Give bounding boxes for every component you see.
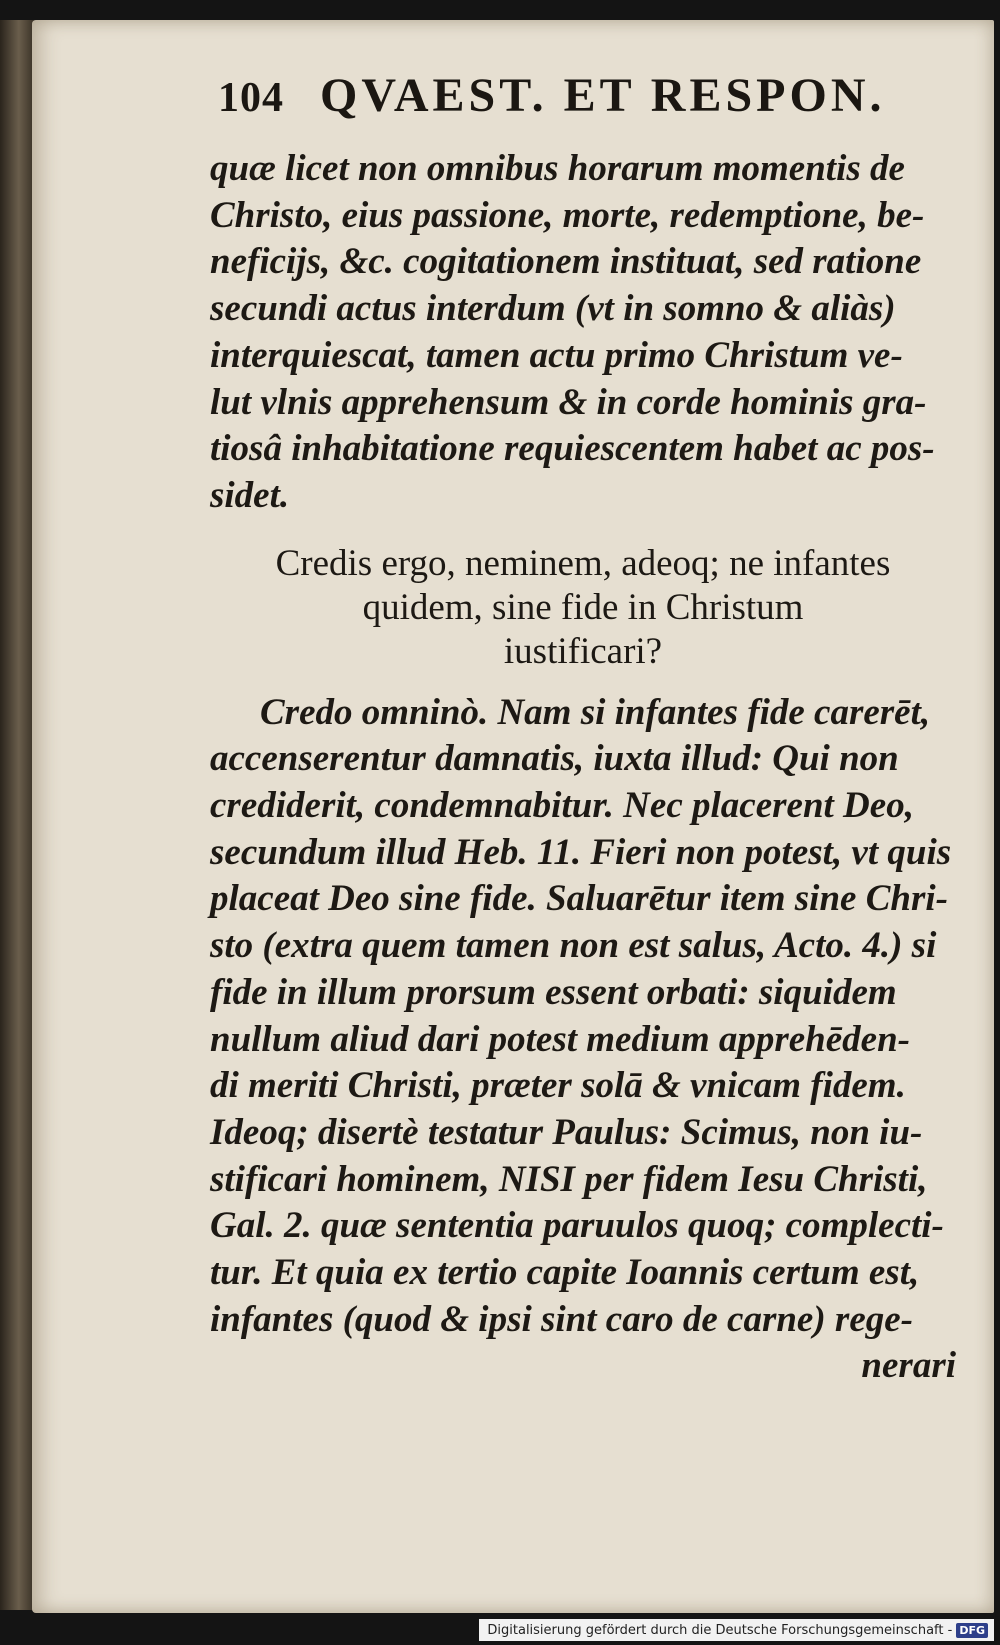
text-line: crediderit, condemnabitur. Nec placerent Deo, (210, 785, 914, 827)
text-line: nullum aliud dari potest medium apprehēden- (210, 1018, 911, 1060)
text-line: secundi actus interdum (vt in somno & aliàs) (210, 288, 896, 330)
paragraph-continuation (210, 146, 956, 520)
book-spine-edge (0, 20, 34, 1610)
text-line: quæ licet non omnibus horarum momentis de (210, 148, 905, 189)
text-line: sto (extra quem tamen non est salus, Acto. 4.) si (210, 925, 937, 967)
page-number: 104 (218, 75, 284, 121)
digitization-footer (479, 1619, 994, 1641)
page-header (218, 68, 918, 138)
text-line: stificari hominem, NISI per fidem Iesu Christi, (210, 1158, 928, 1200)
text-line: lut vlnis apprehensum & in corde hominis gra- (210, 381, 927, 423)
dfg-logo-icon: DFG (956, 1623, 988, 1638)
running-title: QVAEST. ET RESPON. (320, 69, 886, 122)
text-line: interquiescat, tamen actu primo Christum ve- (210, 334, 903, 376)
text-line: placeat Deo sine fide. Saluarētur item sine Chri- (210, 878, 948, 920)
funding-credit: Digitalisierung gefördert durch die Deutsche Forschungsgemeinschaft - (487, 1622, 953, 1638)
question-heading (210, 542, 956, 674)
text-line: tur. Et quia ex tertio capite Ioannis certum est, (210, 1252, 920, 1294)
question-line: iustificari? (503, 630, 663, 672)
text-line: accenserentur damnatis, iuxta illud: Qui non (210, 738, 899, 780)
text-line: tiosâ inhabitatione requiescentem habet ac pos- (210, 428, 935, 470)
text-line: neficijs, &c. cogitationem instituat, sed ratione (210, 241, 922, 283)
text-line: infantes (quod & ipsi sint caro de carne) rege- (210, 1298, 913, 1340)
catchword: nerari (861, 1345, 956, 1387)
text-line: Christo, eius passione, morte, redemptione, be- (210, 194, 925, 236)
text-block (210, 146, 956, 1390)
question-line: Credis ergo, neminem, adeoq; ne infantes (275, 542, 891, 584)
question-line: quidem, sine fide in Christum (362, 586, 804, 628)
text-line: Ideoq; disertè testatur Paulus: Scimus, non iu- (210, 1111, 923, 1153)
text-line: Credo omninò. Nam si infantes fide carerēt, (260, 691, 931, 733)
text-line: sidet. (210, 474, 290, 516)
answer-paragraph (210, 690, 956, 1391)
text-line: secundum illud Heb. 11. Fieri non potest, vt quis (210, 831, 952, 873)
text-line: di meriti Christi, præter solā & vnicam fidem. (210, 1065, 906, 1107)
text-line: Gal. 2. quæ sententia paruulos quoq; complecti- (210, 1205, 944, 1247)
text-line: fide in illum prorsum essent orbati: siquidem (210, 971, 897, 1013)
